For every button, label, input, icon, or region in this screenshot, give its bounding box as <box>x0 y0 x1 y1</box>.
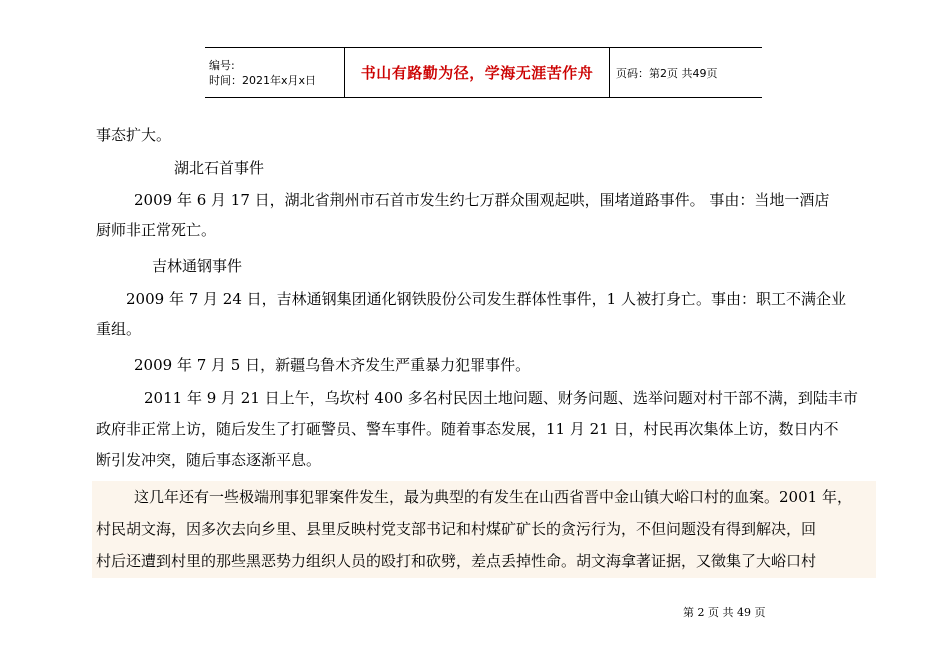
body-line: 2009 年 7 月 5 日，新疆乌鲁木齐发生严重暴力犯罪事件。 <box>134 356 531 374</box>
header-meta <box>205 48 345 97</box>
time-label: 时间：2021年x月x日 <box>209 73 317 87</box>
body-line: 2009 年 7 月 24 日，吉林通钢集团通化钢铁股份公司发生群体性事件，1 人被打身亡。事由：职工不满企业 <box>126 290 846 308</box>
body-line: 重组。 <box>96 320 142 338</box>
body-line: 这几年还有一些极端刑事犯罪案件发生，最为典型的有发生在山西省晋中金山镇大峪口村的血案。2001 年， <box>134 488 852 506</box>
page-header <box>205 47 762 98</box>
section-heading: 湖北石首事件 <box>174 159 265 177</box>
number-label: 编号: <box>209 58 235 72</box>
body-line: 村后还遭到村里的那些黑恶势力组织人员的殴打和砍劈，差点丢掉性命。胡文海拿著证据，又徵集了大峪口村 <box>96 552 817 570</box>
header-page-info: 页码：第2页 共49页 <box>616 66 718 80</box>
section-heading: 吉林通钢事件 <box>152 257 243 275</box>
page-footer: 第 2 页 共 49 页 <box>683 606 766 619</box>
body-line: 厨师非正常死亡。 <box>96 221 217 239</box>
body-line: 事态扩大。 <box>96 126 172 144</box>
body-line: 2011 年 9 月 21 日上午，乌坎村 400 多名村民因土地问题、财务问题、选举问题对村干部不满，到陆丰市 <box>144 389 858 407</box>
body-line: 2009 年 6 月 17 日，湖北省荆州市石首市发生约七万群众围观起哄，围堵道路事件。 事由：当地一酒店 <box>134 191 830 209</box>
header-motto: 书山有路勤为径，学海无涯苦作舟 <box>345 48 610 97</box>
body-line: 村民胡文海，因多次去向乡里、县里反映村党支部书记和村煤矿矿长的贪污行为，不但问题没有得到解决，回 <box>96 520 817 538</box>
body-line: 断引发冲突，随后事态逐渐平息。 <box>96 451 322 469</box>
body-line: 政府非正常上访，随后发生了打砸警员、警车事件。随着事态发展，11 月 21 日，村民再次集体上访，数日内不 <box>96 420 839 438</box>
